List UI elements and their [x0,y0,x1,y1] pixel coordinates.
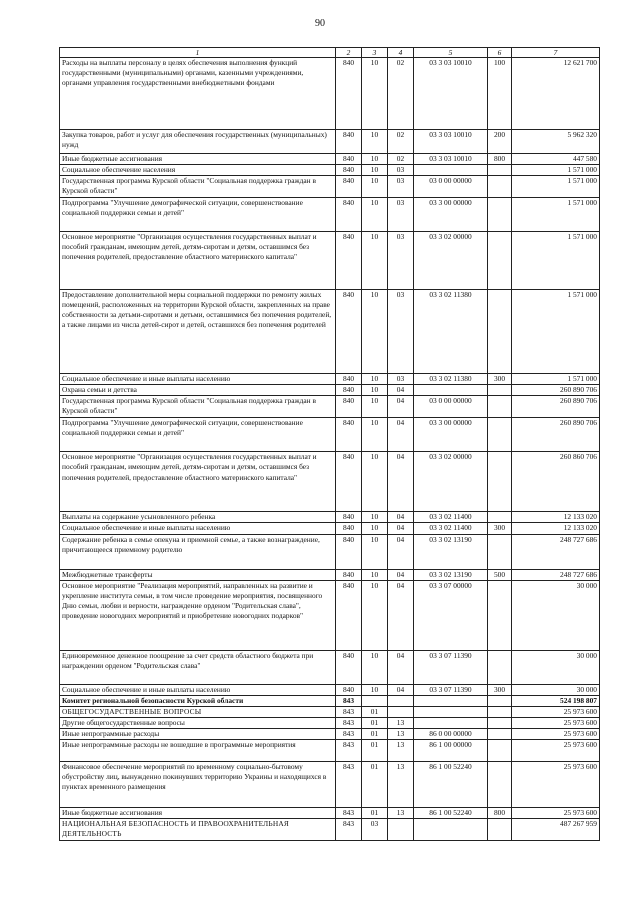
ministry-code-cell: 843 [336,695,362,706]
column-number: 2 [336,48,362,58]
section-code-cell: 10 [362,580,388,650]
row-name-cell: Иные бюджетные ассигнования [60,154,336,165]
amount-cell: 5 962 320 [512,130,600,154]
subsection-code-cell: 13 [388,762,414,808]
row-name-cell: Финансовое обеспечение мероприятий по временному социально-бытовому обустройству лиц, вынужденно покинувших территорию Украины и находящихся в пунктах временного размещения [60,762,336,808]
row-name-cell: Подпрограмма "Улучшение демографической ситуации, совершенствование социальной поддержки семьи и детей" [60,418,336,452]
column-number: 5 [414,48,488,58]
table-row [60,198,600,232]
section-code-cell [362,695,388,706]
row-name-cell: Основное мероприятие "Организация осуществления государственных выплат и пособий гражданам, имеющим детей, детям-сиротам и детям, оставшимся без попечения родителей, предоставление областного материнского капитала" [60,232,336,290]
table-row [60,523,600,534]
amount-cell: 1 571 000 [512,176,600,198]
expense-type-cell [488,232,512,290]
table-row [60,512,600,523]
amount-cell: 25 973 600 [512,740,600,762]
amount-cell: 25 973 600 [512,717,600,728]
table-row [60,232,600,290]
target-article-cell: 03 3 03 10010 [414,58,488,130]
section-code-cell: 10 [362,418,388,452]
subsection-code-cell: 03 [388,165,414,176]
amount-cell: 30 000 [512,580,600,650]
table-row [60,165,600,176]
ministry-code-cell: 843 [336,762,362,808]
target-article-cell: 03 3 02 11380 [414,290,488,374]
amount-cell: 25 973 600 [512,762,600,808]
ministry-code-cell: 840 [336,418,362,452]
expense-type-cell [488,198,512,232]
target-article-cell: 03 3 07 00000 [414,580,488,650]
section-code-cell: 01 [362,706,388,717]
table-row [60,580,600,650]
expense-type-cell [488,165,512,176]
subsection-code-cell: 04 [388,650,414,684]
expense-type-cell [488,176,512,198]
target-article-cell: 03 3 00 00000 [414,198,488,232]
ministry-code-cell: 843 [336,808,362,819]
subsection-code-cell [388,819,414,841]
section-code-cell: 01 [362,808,388,819]
ministry-code-cell: 843 [336,729,362,740]
column-number: 1 [60,48,336,58]
amount-cell: 487 267 959 [512,819,600,841]
ministry-code-cell: 840 [336,650,362,684]
ministry-code-cell: 840 [336,580,362,650]
table-row [60,819,600,841]
target-article-cell: 03 3 02 00000 [414,232,488,290]
table-row [60,154,600,165]
expense-type-cell [488,762,512,808]
section-code-cell: 10 [362,130,388,154]
row-name-cell: Социальное обеспечение и иные выплаты населению [60,374,336,385]
amount-cell: 30 000 [512,650,600,684]
page-number: 90 [315,18,325,29]
amount-cell: 248 727 686 [512,534,600,569]
expense-type-cell [488,385,512,396]
amount-cell: 1 571 000 [512,198,600,232]
row-name-cell: Охрана семьи и детства [60,385,336,396]
section-code-cell: 10 [362,684,388,695]
amount-cell: 1 571 000 [512,290,600,374]
target-article-cell: 86 1 00 52240 [414,762,488,808]
target-article-cell: 86 1 00 52240 [414,808,488,819]
row-name-cell: Единовременное денежное поощрение за счет средств областного бюджета при награждении орденом "Родительская слава" [60,650,336,684]
table-row [60,452,600,512]
target-article-cell: 03 3 02 13190 [414,534,488,569]
section-code-cell: 10 [362,290,388,374]
section-code-cell: 10 [362,154,388,165]
subsection-code-cell [388,695,414,706]
section-code-cell: 10 [362,198,388,232]
expense-type-cell [488,717,512,728]
amount-cell: 260 860 706 [512,452,600,512]
target-article-cell: 03 3 02 11380 [414,374,488,385]
row-name-cell: Основное мероприятие "Реализация мероприятий, направленных на развитие и укрепление института семьи, в том числе проведение мероприятия, посвященного Дню семьи, любви и верности, награждение орденом "Родительская слава", проведение новогодних мероприятий и приобретение новогодних подарков" [60,580,336,650]
row-name-cell: Комитет региональной безопасности Курской области [60,695,336,706]
target-article-cell [414,695,488,706]
target-article-cell: 03 3 03 10010 [414,130,488,154]
row-name-cell: Подпрограмма "Улучшение демографической ситуации, совершенствование социальной поддержки семьи и детей" [60,198,336,232]
expense-type-cell: 800 [488,154,512,165]
amount-cell: 260 890 706 [512,418,600,452]
target-article-cell: 03 3 00 00000 [414,418,488,452]
expense-type-cell: 100 [488,58,512,130]
table-row [60,717,600,728]
subsection-code-cell: 03 [388,232,414,290]
row-name-cell: Государственная программа Курской области "Социальная поддержка граждан в Курской области" [60,396,336,418]
ministry-code-cell: 840 [336,374,362,385]
section-code-cell: 10 [362,58,388,130]
row-name-cell: Выплаты на содержание усыновленного ребенка [60,512,336,523]
target-article-cell: 86 1 00 00000 [414,740,488,762]
column-number: 4 [388,48,414,58]
row-name-cell: Основное мероприятие "Организация осуществления государственных выплат и пособий гражданам, имеющим детей, детям-сиротам и детям, оставшимся без попечения родителей, предоставление областного материнского капитала" [60,452,336,512]
expense-type-cell [488,396,512,418]
subsection-code-cell: 03 [388,290,414,374]
subsection-code-cell: 04 [388,569,414,580]
section-code-cell: 10 [362,512,388,523]
row-name-cell: Закупка товаров, работ и услуг для обеспечения государственных (муниципальных) нужд [60,130,336,154]
subsection-code-cell: 02 [388,58,414,130]
expense-type-cell: 300 [488,523,512,534]
subsection-code-cell: 02 [388,154,414,165]
amount-cell: 1 571 000 [512,374,600,385]
table-body [60,58,600,841]
expense-type-cell [488,729,512,740]
row-name-cell: Содержание ребенка в семье опекуна и приемной семье, а также вознаграждение, причитающееся приемному родителю [60,534,336,569]
expense-type-cell [488,819,512,841]
section-code-cell: 01 [362,729,388,740]
subsection-code-cell: 02 [388,130,414,154]
amount-cell: 447 580 [512,154,600,165]
expense-type-cell [488,452,512,512]
section-code-cell: 01 [362,717,388,728]
section-code-cell: 10 [362,452,388,512]
section-code-cell: 03 [362,819,388,841]
amount-cell: 12 621 700 [512,58,600,130]
expense-type-cell [488,695,512,706]
table-row [60,569,600,580]
expense-type-cell: 300 [488,684,512,695]
expense-type-cell [488,706,512,717]
amount-cell: 524 198 807 [512,695,600,706]
target-article-cell: 03 3 07 11390 [414,650,488,684]
ministry-code-cell: 840 [336,232,362,290]
subsection-code-cell: 13 [388,729,414,740]
table-row [60,740,600,762]
subsection-code-cell [388,706,414,717]
expense-type-cell: 800 [488,808,512,819]
target-article-cell: 03 3 02 13190 [414,569,488,580]
expense-type-cell: 500 [488,569,512,580]
target-article-cell: 03 3 07 11390 [414,684,488,695]
ministry-code-cell: 840 [336,512,362,523]
table-row [60,130,600,154]
table-row [60,684,600,695]
target-article-cell [414,819,488,841]
table-row [60,729,600,740]
subsection-code-cell: 03 [388,176,414,198]
amount-cell: 25 973 600 [512,706,600,717]
ministry-code-cell: 840 [336,385,362,396]
table-row [60,808,600,819]
column-number: 3 [362,48,388,58]
subsection-code-cell: 04 [388,512,414,523]
amount-cell: 25 973 600 [512,729,600,740]
row-name-cell: Социальное обеспечение и иные выплаты населению [60,523,336,534]
table-row [60,706,600,717]
target-article-cell: 03 3 02 00000 [414,452,488,512]
row-name-cell: Государственная программа Курской области "Социальная поддержка граждан в Курской области" [60,176,336,198]
subsection-code-cell: 04 [388,580,414,650]
section-code-cell: 10 [362,385,388,396]
amount-cell: 1 571 000 [512,165,600,176]
subsection-code-cell: 04 [388,452,414,512]
ministry-code-cell: 843 [336,740,362,762]
subsection-code-cell: 04 [388,534,414,569]
column-number-row [60,48,600,58]
table-row [60,385,600,396]
subsection-code-cell: 04 [388,385,414,396]
target-article-cell: 03 3 03 10010 [414,154,488,165]
expense-type-cell: 300 [488,374,512,385]
row-name-cell: Иные непрограммные расходы [60,729,336,740]
table-row [60,418,600,452]
expense-type-cell: 200 [488,130,512,154]
subsection-code-cell: 03 [388,374,414,385]
section-code-cell: 01 [362,762,388,808]
section-code-cell: 10 [362,650,388,684]
row-name-cell: Иные непрограммные расходы не вошедшие в программные мероприятия [60,740,336,762]
amount-cell: 260 890 706 [512,385,600,396]
ministry-code-cell: 840 [336,569,362,580]
ministry-code-cell: 843 [336,819,362,841]
ministry-code-cell: 840 [336,165,362,176]
section-code-cell: 10 [362,176,388,198]
target-article-cell: 03 3 02 11400 [414,512,488,523]
expense-type-cell [488,512,512,523]
row-name-cell: Расходы на выплаты персоналу в целях обеспечения выполнения функций государственными (муниципальными) органами, казенными учреждениями, органами управления государственными внебюджетными фондами [60,58,336,130]
row-name-cell: Предоставление дополнительной меры социальной поддержки по ремонту жилых помещений, расположенных на территории Курской области, закрепленных на праве собственности за детьми-сиротами и детьми, оставшимися без попечения родителей, а также лицами из числа детей-сирот и детей, оставшихся без попечения родителей [60,290,336,374]
subsection-code-cell: 13 [388,740,414,762]
expense-type-cell [488,534,512,569]
ministry-code-cell: 840 [336,290,362,374]
amount-cell: 260 890 706 [512,396,600,418]
amount-cell: 25 973 600 [512,808,600,819]
ministry-code-cell: 840 [336,523,362,534]
ministry-code-cell: 840 [336,396,362,418]
amount-cell: 12 133 020 [512,512,600,523]
row-name-cell: НАЦИОНАЛЬНАЯ БЕЗОПАСНОСТЬ И ПРАВООХРАНИТЕЛЬНАЯ ДЕЯТЕЛЬНОСТЬ [60,819,336,841]
column-number: 7 [512,48,600,58]
table-row [60,650,600,684]
section-code-cell: 10 [362,165,388,176]
subsection-code-cell: 04 [388,684,414,695]
table-row [60,176,600,198]
ministry-code-cell: 840 [336,198,362,232]
column-number: 6 [488,48,512,58]
section-code-cell: 10 [362,374,388,385]
section-code-cell: 01 [362,740,388,762]
ministry-code-cell: 840 [336,176,362,198]
target-article-cell [414,717,488,728]
row-name-cell: Межбюджетные трансферты [60,569,336,580]
table-row [60,396,600,418]
amount-cell: 248 727 686 [512,569,600,580]
ministry-code-cell: 840 [336,684,362,695]
expense-type-cell [488,650,512,684]
expense-type-cell [488,740,512,762]
ministry-code-cell: 843 [336,717,362,728]
subsection-code-cell: 04 [388,396,414,418]
ministry-code-cell: 840 [336,58,362,130]
amount-cell: 1 571 000 [512,232,600,290]
section-code-cell: 10 [362,523,388,534]
ministry-code-cell: 840 [336,452,362,512]
target-article-cell [414,165,488,176]
target-article-cell [414,706,488,717]
row-name-cell: Социальное обеспечение и иные выплаты населению [60,684,336,695]
table-row [60,58,600,130]
subsection-code-cell: 03 [388,198,414,232]
budget-table [59,47,600,841]
table-row [60,695,600,706]
table-row [60,534,600,569]
target-article-cell [414,385,488,396]
section-code-cell: 10 [362,569,388,580]
subsection-code-cell: 04 [388,418,414,452]
ministry-code-cell: 840 [336,534,362,569]
ministry-code-cell: 840 [336,154,362,165]
row-name-cell: Социальное обеспечение населения [60,165,336,176]
subsection-code-cell: 13 [388,717,414,728]
section-code-cell: 10 [362,232,388,290]
target-article-cell: 86 0 00 00000 [414,729,488,740]
table-row [60,290,600,374]
ministry-code-cell: 840 [336,130,362,154]
row-name-cell: Иные бюджетные ассигнования [60,808,336,819]
target-article-cell: 03 0 00 00000 [414,176,488,198]
amount-cell: 30 000 [512,684,600,695]
table-row [60,374,600,385]
table-row [60,762,600,808]
ministry-code-cell: 843 [336,706,362,717]
row-name-cell: ОБЩЕГОСУДАРСТВЕННЫЕ ВОПРОСЫ [60,706,336,717]
section-code-cell: 10 [362,396,388,418]
expense-type-cell [488,580,512,650]
target-article-cell: 03 0 00 00000 [414,396,488,418]
subsection-code-cell: 04 [388,523,414,534]
expense-type-cell [488,418,512,452]
subsection-code-cell: 13 [388,808,414,819]
row-name-cell: Другие общегосударственные вопросы [60,717,336,728]
target-article-cell: 03 3 02 11400 [414,523,488,534]
amount-cell: 12 133 020 [512,523,600,534]
expense-type-cell [488,290,512,374]
section-code-cell: 10 [362,534,388,569]
